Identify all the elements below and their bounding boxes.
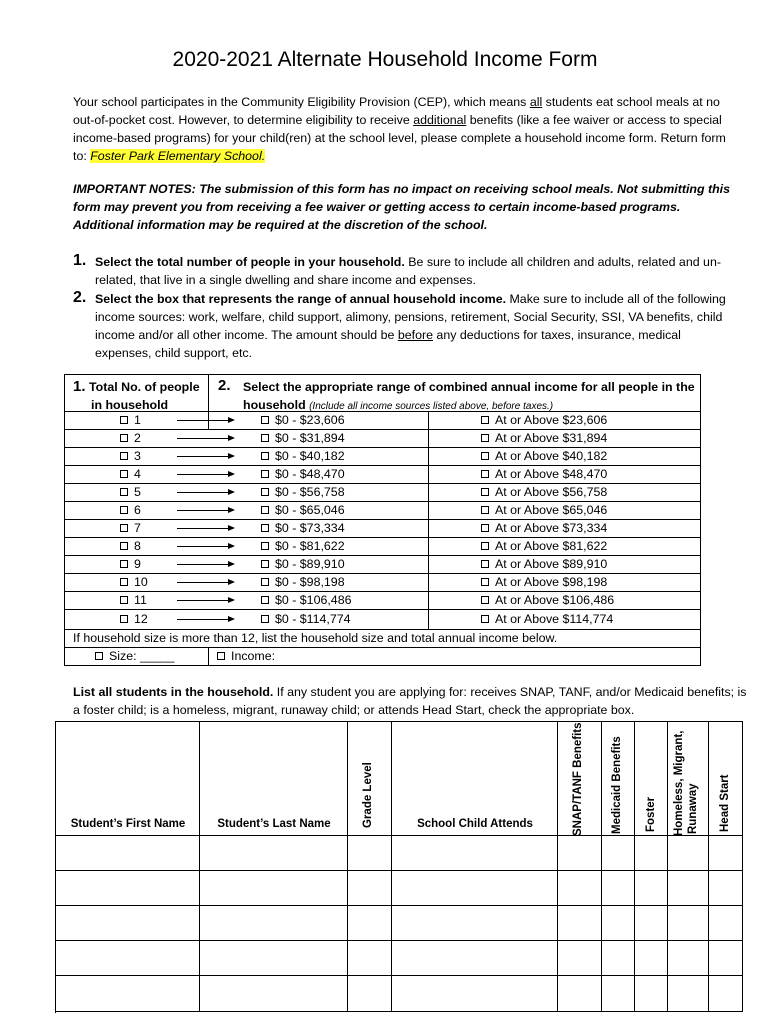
important-notes: IMPORTANT NOTES: The submission of this form has no impact on receiving school meals. Not submitting this form may prevent you from receiving a fee waiver or getting access to certain income-based programs. Additional information may be required at the discretion of the school. — [73, 182, 730, 232]
household-row — [65, 502, 700, 520]
household-size-checkbox[interactable]: 7 — [120, 521, 170, 535]
income-low-checkbox[interactable]: $0 - $81,622 — [261, 539, 345, 553]
checkbox-icon — [481, 506, 489, 514]
checkbox-icon — [261, 524, 269, 532]
household-row — [65, 466, 700, 484]
arrow-right-icon — [177, 619, 233, 620]
first-name-cell[interactable] — [56, 976, 200, 1012]
household-size-checkbox[interactable]: 11 — [120, 593, 170, 607]
checkbox-icon — [261, 542, 269, 550]
foster-cell[interactable] — [635, 836, 668, 871]
income-low-checkbox[interactable]: $0 - $31,894 — [261, 431, 345, 445]
household-row — [65, 430, 700, 448]
household-size-checkbox[interactable]: 5 — [120, 485, 170, 499]
arrow-right-icon — [177, 564, 233, 565]
household-size-header: Total No. of people — [89, 380, 200, 394]
header-snap-tanf: SNAP/TANF Benefits — [558, 722, 602, 836]
form-title: 2020-2021 Alternate Household Income Form — [172, 48, 598, 71]
students-instructions: List all students in the household. If any student you are applying for: receives SNAP, TANF, and/or Medicaid benefits; is a foster child; is a homeless, migrant, runaway child; or attends Head Start, check the appropriate box. — [73, 685, 747, 717]
household-size-checkbox[interactable]: 3 — [120, 449, 170, 463]
checkbox-icon — [481, 542, 489, 550]
header-head-start: Head Start — [709, 722, 743, 836]
intro-paragraph: Your school participates in the Community Eligibility Provision (CEP), which means all students eat school meals at no out-of-pocket cost. However, to determine eligibility to receive additional benefits (like a fee waiver or access to special income-based programs) for your child(ren) at the school level, please complete a household income form. Return form to: Foster Park Elementary School. — [73, 95, 726, 163]
checkbox-icon — [120, 615, 128, 623]
arrow-right-icon — [177, 438, 233, 439]
household-size-checkbox[interactable]: 2 — [120, 431, 170, 445]
checkbox-icon — [120, 596, 128, 604]
income-low-checkbox[interactable]: $0 - $89,910 — [261, 557, 345, 571]
snap-cell[interactable] — [558, 941, 602, 976]
income-high-checkbox[interactable]: At or Above $73,334 — [481, 521, 607, 535]
income-high-checkbox[interactable]: At or Above $106,486 — [481, 593, 614, 607]
head-start-cell[interactable] — [709, 906, 743, 941]
homeless-cell[interactable] — [668, 871, 709, 906]
income-low-checkbox[interactable]: $0 - $73,334 — [261, 521, 345, 535]
grade-cell[interactable] — [348, 941, 392, 976]
head-start-cell[interactable] — [709, 976, 743, 1012]
income-low-checkbox[interactable]: $0 - $98,198 — [261, 575, 345, 589]
arrow-right-icon — [177, 492, 233, 493]
first-name-cell[interactable] — [56, 871, 200, 906]
header-grade-level: Grade Level — [348, 722, 392, 836]
income-range-number: 2. — [218, 377, 231, 394]
household-size-checkbox[interactable]: 6 — [120, 503, 170, 517]
arrow-right-icon — [177, 510, 233, 511]
school-cell[interactable] — [392, 836, 558, 871]
foster-cell[interactable] — [635, 976, 668, 1012]
checkbox-icon — [217, 652, 225, 660]
header-medicaid: Medicaid Benefits — [602, 722, 635, 836]
last-name-cell[interactable] — [200, 941, 348, 976]
household-size-checkbox[interactable]: 1 — [120, 413, 170, 427]
checkbox-icon — [481, 596, 489, 604]
grade-cell[interactable] — [348, 906, 392, 941]
income-high-checkbox[interactable]: At or Above $31,894 — [481, 431, 607, 445]
arrow-right-icon — [177, 474, 233, 475]
income-high-checkbox[interactable]: At or Above $98,198 — [481, 575, 607, 589]
checkbox-icon — [120, 434, 128, 442]
checkbox-icon — [261, 560, 269, 568]
arrow-right-icon — [177, 456, 233, 457]
header-homeless: Homeless, Migrant, Runaway — [668, 722, 709, 836]
income-high-checkbox[interactable]: At or Above $40,182 — [481, 449, 607, 463]
household-size-checkbox[interactable]: 9 — [120, 557, 170, 571]
medicaid-cell[interactable] — [602, 906, 635, 941]
last-name-cell[interactable] — [200, 976, 348, 1012]
checkbox-icon — [120, 470, 128, 478]
income-high-checkbox[interactable]: At or Above $65,046 — [481, 503, 607, 517]
checkbox-icon — [261, 470, 269, 478]
checkbox-icon — [261, 615, 269, 623]
income-high-checkbox[interactable]: At or Above $89,910 — [481, 557, 607, 571]
arrow-right-icon — [177, 546, 233, 547]
household-size-checkbox[interactable]: 4 — [120, 467, 170, 481]
checkbox-icon — [120, 560, 128, 568]
household-row — [65, 484, 700, 502]
income-high-checkbox[interactable]: At or Above $56,758 — [481, 485, 607, 499]
household-row — [65, 611, 700, 629]
income-range-header: Select the appropriate range of combined annual income for all people in the — [243, 380, 695, 394]
income-high-checkbox[interactable]: At or Above $114,774 — [481, 612, 613, 626]
header-foster: Foster — [635, 722, 668, 836]
household-row — [65, 592, 700, 610]
checkbox-icon — [261, 506, 269, 514]
income-low-checkbox[interactable]: $0 - $56,758 — [261, 485, 345, 499]
income-range-header-b: household (Include all income sources listed above, before taxes.) — [243, 398, 554, 412]
checkbox-icon — [481, 615, 489, 623]
household-size-number: 1. — [73, 378, 86, 395]
checkbox-icon — [120, 488, 128, 496]
income-low-checkbox[interactable]: $0 - $114,774 — [261, 612, 351, 626]
income-low-checkbox[interactable]: $0 - $23,606 — [261, 413, 345, 427]
checkbox-icon — [481, 416, 489, 424]
checkbox-icon — [120, 506, 128, 514]
size-checkbox[interactable]: Size: _____ — [95, 649, 174, 663]
income-low-checkbox[interactable]: $0 - $106,486 — [261, 593, 351, 607]
checkbox-icon — [120, 578, 128, 586]
last-name-cell[interactable] — [200, 871, 348, 906]
first-name-cell[interactable] — [56, 941, 200, 976]
grade-cell[interactable] — [348, 976, 392, 1012]
checkbox-icon — [481, 470, 489, 478]
medicaid-cell[interactable] — [602, 976, 635, 1012]
over-12-instructions: If household size is more than 12, list the household size and total annual income below. — [73, 631, 558, 645]
homeless-cell[interactable] — [668, 836, 709, 871]
checkbox-icon — [120, 416, 128, 424]
homeless-cell[interactable] — [668, 906, 709, 941]
grade-cell[interactable] — [348, 871, 392, 906]
checkbox-icon — [481, 578, 489, 586]
first-name-cell[interactable] — [56, 906, 200, 941]
foster-cell[interactable] — [635, 906, 668, 941]
checkbox-icon — [120, 524, 128, 532]
checkbox-icon — [261, 488, 269, 496]
step1-instructions: Select the total number of people in your household. Be sure to include all children and adults, related and un-related, that live in a single dwelling and share income and expenses. — [95, 255, 721, 287]
household-size-checkbox[interactable]: 10 — [120, 575, 170, 589]
homeless-cell[interactable] — [668, 976, 709, 1012]
first-name-cell[interactable] — [56, 836, 200, 871]
household-size-checkbox[interactable]: 12 — [120, 612, 170, 626]
household-size-checkbox[interactable]: 8 — [120, 539, 170, 553]
household-row — [65, 556, 700, 574]
snap-cell[interactable] — [558, 906, 602, 941]
header-first-name: Student’s First Name — [56, 722, 200, 836]
checkbox-icon — [481, 452, 489, 460]
school-cell[interactable] — [392, 976, 558, 1012]
household-row — [65, 574, 700, 592]
household-income-table — [64, 374, 701, 666]
head-start-cell[interactable] — [709, 836, 743, 871]
snap-cell[interactable] — [558, 871, 602, 906]
household-row — [65, 520, 700, 538]
checkbox-icon — [481, 434, 489, 442]
checkbox-icon — [481, 560, 489, 568]
medicaid-cell[interactable] — [602, 836, 635, 871]
medicaid-cell[interactable] — [602, 871, 635, 906]
medicaid-cell[interactable] — [602, 941, 635, 976]
arrow-right-icon — [177, 420, 233, 421]
foster-cell[interactable] — [635, 941, 668, 976]
income-low-checkbox[interactable]: $0 - $48,470 — [261, 467, 345, 481]
arrow-right-icon — [177, 600, 233, 601]
header-school: School Child Attends — [392, 722, 558, 836]
snap-cell[interactable] — [558, 836, 602, 871]
household-row — [65, 412, 700, 430]
income-high-checkbox[interactable]: At or Above $23,606 — [481, 413, 607, 427]
checkbox-icon — [261, 434, 269, 442]
school-cell[interactable] — [392, 871, 558, 906]
income-high-checkbox[interactable]: At or Above $48,470 — [481, 467, 607, 481]
students-table — [55, 721, 743, 1013]
school-cell[interactable] — [392, 906, 558, 941]
step2-number: 2. — [73, 289, 87, 306]
checkbox-icon — [95, 652, 103, 660]
arrow-right-icon — [177, 528, 233, 529]
household-row — [65, 448, 700, 466]
grade-cell[interactable] — [348, 836, 392, 871]
head-start-cell[interactable] — [709, 941, 743, 976]
checkbox-icon — [120, 452, 128, 460]
step2-instructions: Select the box that represents the range of annual household income. Make sure to include all of the following income sources: work, welfare, child support, alimony, pensions, retirement, Social Security, SSI, VA benefits, child income and/or all other income. The amount should be before any deductions for taxes, insurance, medical expenses, child support, etc. — [95, 292, 726, 360]
household-row — [65, 538, 700, 556]
foster-cell[interactable] — [635, 871, 668, 906]
step1-number: 1. — [73, 252, 87, 269]
homeless-cell[interactable] — [668, 941, 709, 976]
income-high-checkbox[interactable]: At or Above $81,622 — [481, 539, 607, 553]
last-name-cell[interactable] — [200, 906, 348, 941]
household-size-header-b: in household — [91, 398, 169, 412]
checkbox-icon — [261, 452, 269, 460]
last-name-cell[interactable] — [200, 836, 348, 871]
checkbox-icon — [261, 578, 269, 586]
income-low-checkbox[interactable]: $0 - $40,182 — [261, 449, 345, 463]
income-checkbox[interactable]: Income: — [217, 649, 275, 663]
income-low-checkbox[interactable]: $0 - $65,046 — [261, 503, 345, 517]
checkbox-icon — [481, 488, 489, 496]
header-last-name: Student’s Last Name — [200, 722, 348, 836]
head-start-cell[interactable] — [709, 871, 743, 906]
checkbox-icon — [261, 416, 269, 424]
checkbox-icon — [261, 596, 269, 604]
school-name: Foster Park Elementary School. — [90, 149, 266, 163]
arrow-right-icon — [177, 582, 233, 583]
checkbox-icon — [120, 542, 128, 550]
snap-cell[interactable] — [558, 976, 602, 1012]
school-cell[interactable] — [392, 941, 558, 976]
checkbox-icon — [481, 524, 489, 532]
